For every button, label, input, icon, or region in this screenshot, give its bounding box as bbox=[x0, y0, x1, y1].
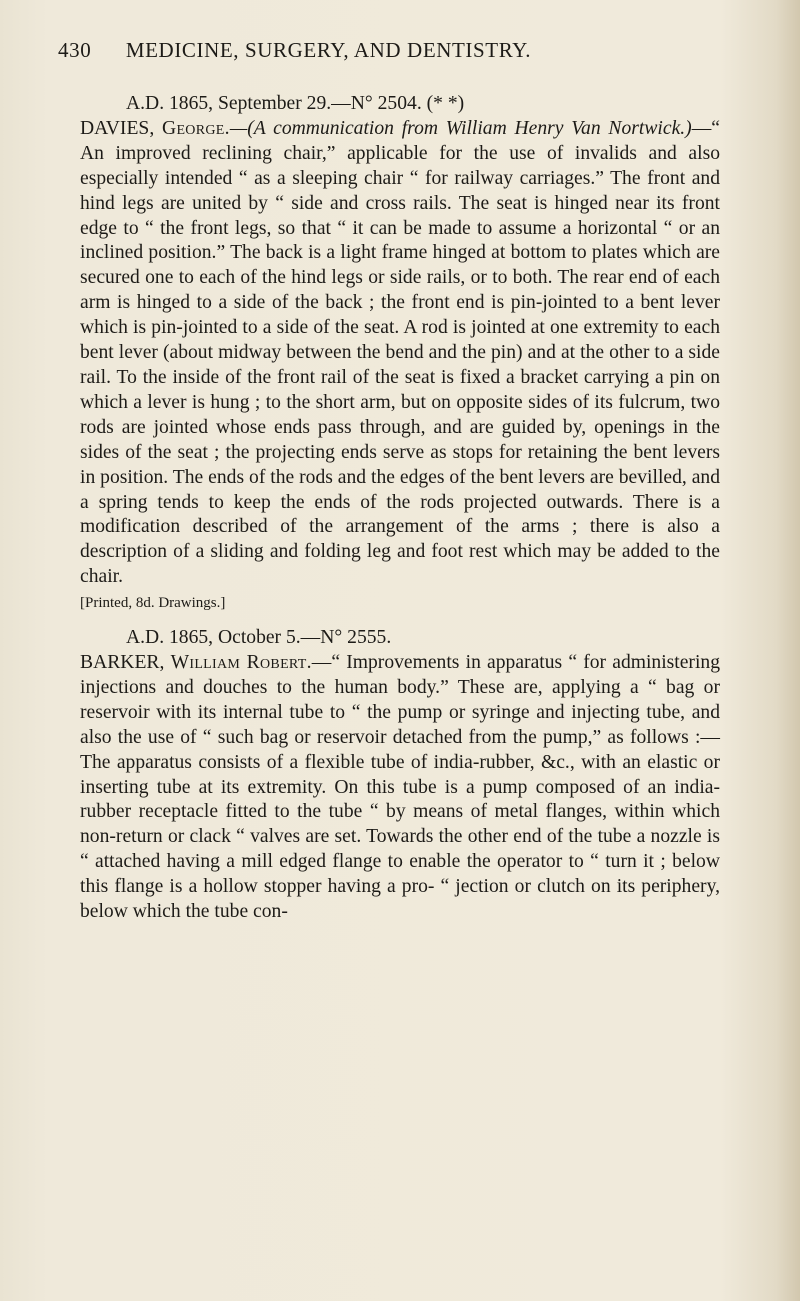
communication-note: —(A communication from William Henry Van Nortwick.) bbox=[229, 117, 692, 139]
entry-description: —“ An improved reclining chair,” applicable for the use of invalids and also especially intended “ as a sleeping chair “ for railway carriages.” The front and hind legs are united by “ side and cross rails. The seat is hinged near its front edge to “ the front legs, so that “ it can be made to assume a horizontal “ or an inclined position.” The back is a light frame hinged at bottom to plates which are secured one to each of the hind legs or side rails, or to both. The rear end of each arm is hinged to a side of the back ; the front end is pin-jointed to a bent lever which is pin-jointed to a side of the seat. A rod is jointed at one extremity to each bent lever (about midway between the bend and the pin) and at the other to a side rail. To the inside of the front rail of the seat is fixed a bracket carrying a pin on which a lever is hung ; to the short arm, but on opposite sides of its fulcrum, two rods are jointed whose ends pass through, and are guided by, openings in the sides of the seat ; the projecting ends serve as stops for retaining the bent levers in position. The ends of the rods and the edges of the bent levers are bevilled, and a spring tends to keep the ends of the rods projected outwards. There is a modification described of the arrangement of the arms ; there is also a description of a sliding and folding leg and foot rest which may be added to the chair. bbox=[80, 117, 720, 588]
entry-text bbox=[80, 117, 720, 590]
page-header bbox=[58, 38, 698, 63]
entry-text bbox=[80, 651, 720, 925]
patentee-surname: DAVIES, bbox=[80, 117, 155, 139]
patent-entry-davies bbox=[80, 92, 720, 614]
running-title: MEDICINE, SURGERY, AND DENTISTRY. bbox=[125, 38, 532, 62]
patentee-surname: BARKER, bbox=[80, 652, 165, 674]
patentee-forename: George. bbox=[162, 117, 230, 139]
page-number: 430 bbox=[58, 38, 92, 62]
entry-description: —“ Improvements in apparatus “ for administering injections and douches to the human body.” These are, applying a “ bag or reservoir with its internal tube to “ the pump or syringe and injecting tube, and also the use of “ such bag or reservoir detached from the pump,” as follows :— The apparatus consists of a flexible tube of india-rubber, &c., with an elastic or inserting tube at its extremity. On this tube is a pump composed of an india-rubber receptacle fitted to the tube “ by means of metal flanges, within which non-return or clack “ valves are set. Towards the other end of the tube a nozzle is “ attached having a mill edged flange to enable the operator to “ turn it ; below this flange is a hollow stopper having a pro- “ jection or clutch on its periphery, below which the tube con- bbox=[80, 652, 720, 923]
patentee-forename: William Robert. bbox=[170, 652, 312, 674]
entry-heading: A.D. 1865, October 5.—N° 2555. bbox=[126, 627, 392, 649]
entry-heading: A.D. 1865, September 29.—N° 2504. (* *) bbox=[126, 93, 465, 114]
printed-note: [Printed, 8d. Drawings.] bbox=[80, 595, 226, 612]
page-body bbox=[80, 92, 720, 925]
patent-entry-barker bbox=[80, 626, 720, 925]
